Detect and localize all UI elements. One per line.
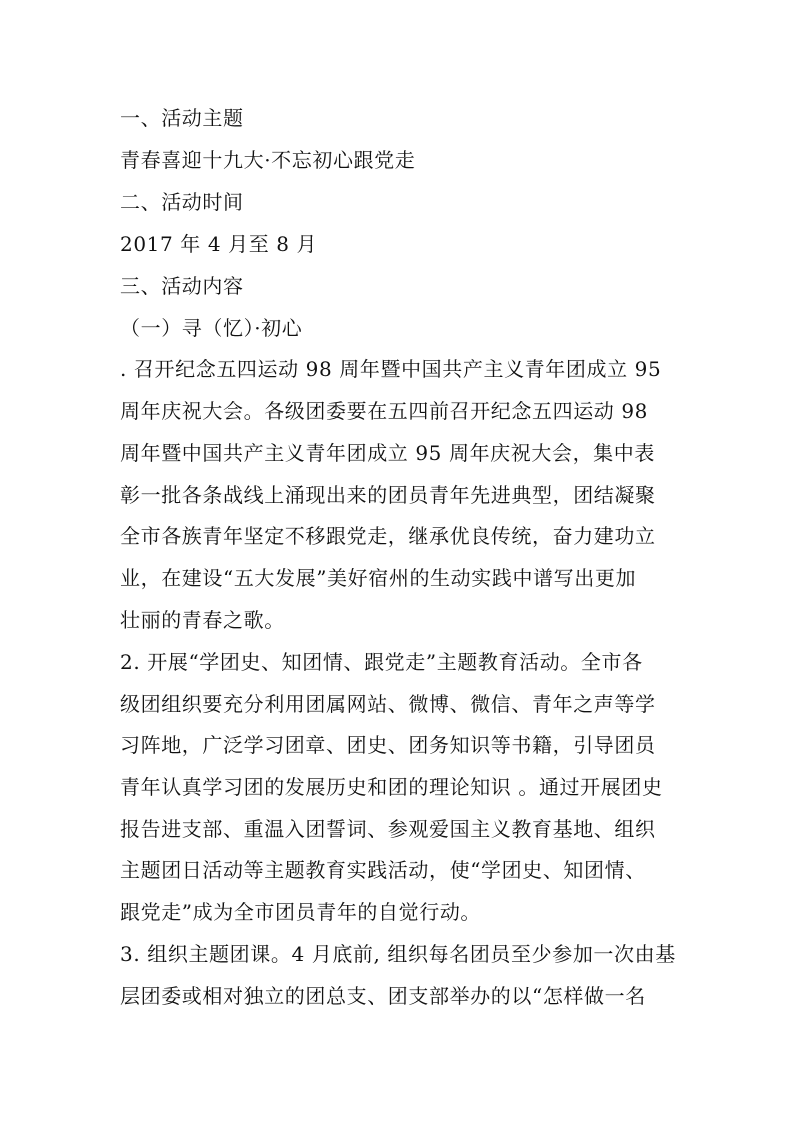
item-3-line-2: 层团委或相对独立的团总支、团支部举办的以“怎样做一名 bbox=[120, 984, 646, 1008]
activity-theme-text: 青春喜迎十九大·不忘初心跟党走 bbox=[120, 148, 416, 172]
item-1-line-2: 周年庆祝大会。各级团委要在五四前召开纪念五四运动 98 bbox=[120, 399, 649, 423]
item-1-line-5: 全市各族青年坚定不移跟党走，继承优良传统，奋力建功立 bbox=[120, 524, 656, 548]
item-2-line-5: 报告进支部、重温入团誓词、参观爱国主义教育基地、组织 bbox=[120, 817, 656, 841]
item-2-line-7: 跟党走”成为全市团员青年的自觉行动。 bbox=[120, 900, 482, 924]
item-3-line-1: 3. 组织主题团课。4 月底前, 组织每名团员至少参加一次由基 bbox=[120, 942, 676, 966]
subsection-heading: （一）寻（忆）·初心 bbox=[120, 316, 303, 340]
item-1-line-6: 业，在建设“五大发展”美好宿州的生动实践中谱写出更加 bbox=[120, 566, 637, 590]
item-2-line-4: 青年认真学习团的发展历史和团的理论知识 。通过开展团史 bbox=[120, 775, 663, 799]
activity-time-text: 2017 年 4 月至 8 月 bbox=[120, 232, 318, 256]
item-2-line-2: 级团组织要充分利用团属网站、微博、微信、青年之声等学 bbox=[120, 692, 656, 716]
item-2-line-1: 2. 开展“学团史、知团情、跟党走”主题教育活动。全市各 bbox=[120, 650, 643, 674]
item-2-line-6: 主题团日活动等主题教育实践活动，使“学团史、知团情、 bbox=[120, 858, 646, 882]
item-2-line-3: 习阵地，广泛学习团章、团史、团务知识等书籍，引导团员 bbox=[120, 733, 656, 757]
item-1-line-1: . 召开纪念五四运动 98 周年暨中国共产主义青年团成立 95 bbox=[120, 357, 662, 381]
section-3-heading: 三、活动内容 bbox=[120, 274, 244, 298]
item-1-line-7: 壮丽的青春之歌。 bbox=[120, 608, 285, 632]
item-1-line-4: 彰一批各条战线上涌现出来的团员青年先进典型，团结凝聚 bbox=[120, 483, 656, 507]
item-1-line-3: 周年暨中国共产主义青年团成立 95 周年庆祝大会，集中表 bbox=[120, 441, 655, 465]
section-1-heading: 一、活动主题 bbox=[120, 106, 244, 130]
section-2-heading: 二、活动时间 bbox=[120, 190, 244, 214]
